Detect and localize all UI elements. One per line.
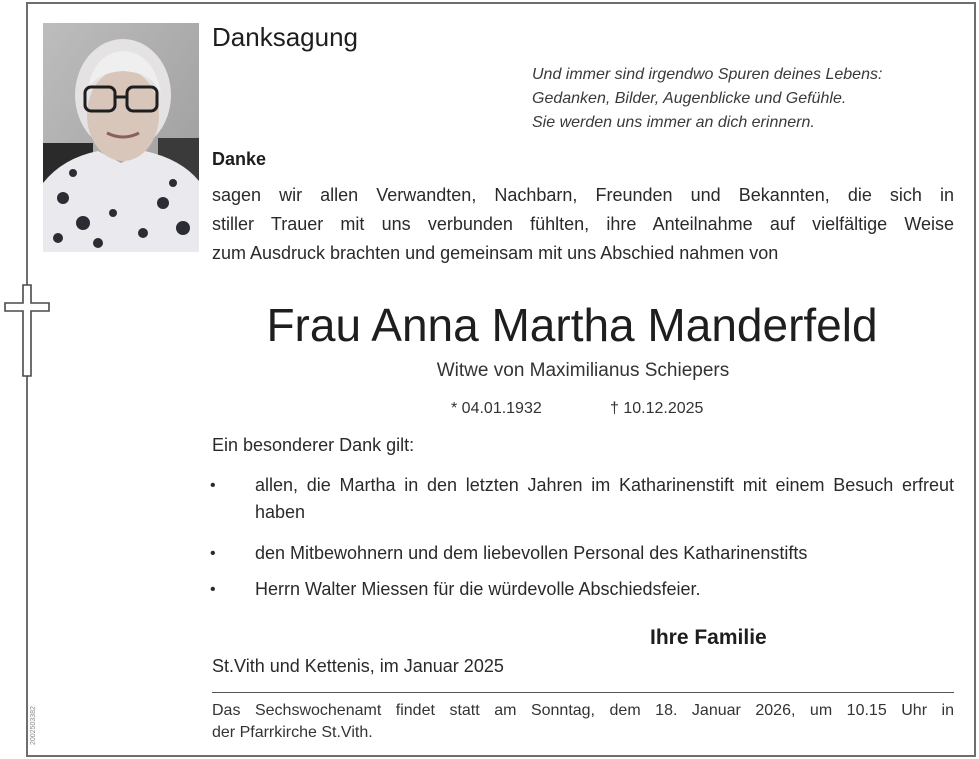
quote-line: Sie werden uns immer an dich erinnern. <box>532 114 815 131</box>
bullet-icon: • <box>210 477 216 494</box>
thanks-line: stiller Trauer mit uns verbunden fühlten, ihre Anteilnahme auf vielfältige Weise <box>212 214 954 234</box>
family-signature: Ihre Familie <box>650 626 767 649</box>
list-item-text: allen, die Martha in den letzten Jahren im Katharinenstift mit einem Besuch erfreut haben <box>255 475 954 522</box>
ad-code: 2002503382 <box>30 706 37 745</box>
footer-notice <box>212 700 954 744</box>
quote-line: Und immer sind irgendwo Spuren deines Lebens: <box>532 66 883 83</box>
widow-of: Witwe von Maximilianus Schiepers <box>436 360 730 381</box>
divider <box>212 692 954 693</box>
special-thanks-heading: Ein besonderer Dank gilt: <box>212 435 415 455</box>
list-item <box>210 540 954 576</box>
bullet-icon: • <box>210 545 216 562</box>
portrait-photo <box>43 23 199 252</box>
deceased-name: Frau Anna Martha Manderfeld <box>266 299 878 351</box>
list-item <box>210 472 954 540</box>
birth-date: * 04.01.1932 <box>451 400 542 417</box>
death-date: † 10.12.2025 <box>610 400 704 417</box>
place-date: St.Vith und Kettenis, im Januar 2025 <box>212 656 504 676</box>
page-title: Danksagung <box>212 22 358 52</box>
special-thanks-list <box>210 472 954 603</box>
footer-line: Das Sechswochenamt findet statt am Sonntag, dem 18. Januar 2026, um 10.15 Uhr in <box>212 702 954 719</box>
list-item-text: den Mitbewohnern und dem liebevollen Personal des Katharinenstifts <box>255 543 808 563</box>
thanks-line: sagen wir allen Verwandten, Nachbarn, Freunden und Bekannten, die sich in <box>212 185 954 205</box>
bullet-icon: • <box>210 581 216 598</box>
thanks-paragraph <box>212 181 954 268</box>
thanks-line: zum Ausdruck brachten und gemeinsam mit uns Abschied nahmen von <box>212 243 779 263</box>
thanks-heading: Danke <box>212 149 267 169</box>
quote-line: Gedanken, Bilder, Augenblicke und Gefühle. <box>532 90 847 107</box>
list-item-text: Herrn Walter Miessen für die würdevolle Abschiedsfeier. <box>255 579 701 599</box>
memorial-quote <box>532 63 882 135</box>
list-item <box>210 576 954 603</box>
footer-line: der Pfarrkirche St.Vith. <box>212 724 373 741</box>
